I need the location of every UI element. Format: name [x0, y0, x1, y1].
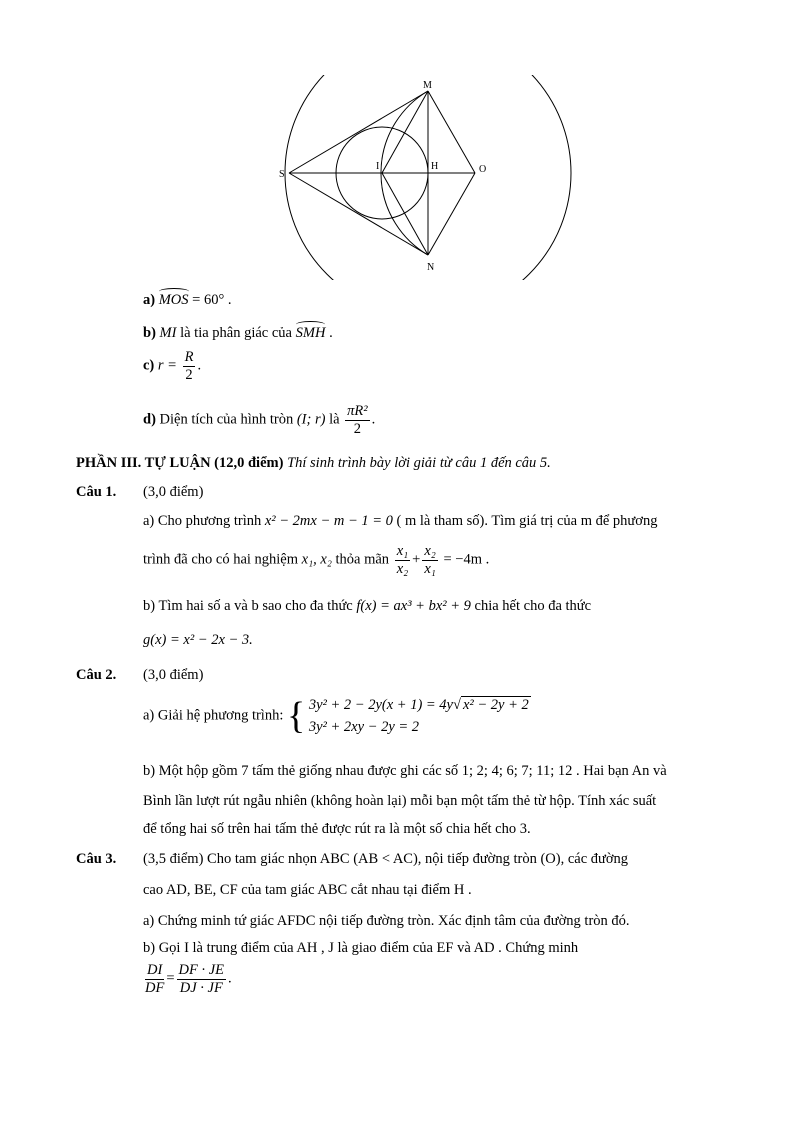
label-M: M: [423, 80, 432, 91]
item-a-tail: = 60° .: [192, 292, 232, 308]
segment-MI: [382, 91, 428, 173]
cau3-line2: cao AD, BE, CF của tam giác ABC cắt nhau tại điểm H .: [143, 882, 472, 898]
system-eq1: 3y² + 2 − 2y(x + 1) = 4y√ x² − 2y + 2: [308, 697, 529, 713]
statement-a: [143, 288, 232, 309]
label-I: I: [376, 161, 380, 172]
item-a-prefix: a): [143, 292, 156, 308]
segment-NI: [382, 173, 428, 255]
cau2-label: Câu 2.: [76, 667, 117, 683]
cau3-a-line: a) Chứng minh tứ giác AFDC nội tiếp đường tròn. Xác định tâm của đường tròn đó.: [143, 913, 630, 929]
fraction-r-over-2: $\frac{R}{2}$: [184, 349, 194, 383]
fraction-di-df: $\frac{DI}{DF}$: [145, 962, 165, 996]
cau2-points: (3,0 điểm): [143, 667, 204, 683]
item-d-prefix: d): [143, 411, 156, 428]
cau2-b-line1: b) Một hộp gồm 7 tấm thẻ giống nhau được ghi các số 1; 2; 4; 6; 7; 11; 12 . Hai bạn An và: [143, 763, 667, 779]
angle-smh: SMH: [296, 321, 326, 342]
cau1-points: (3,0 điểm): [143, 484, 204, 500]
segment-SM: [289, 91, 428, 173]
label-H: H: [431, 161, 439, 172]
cau2-b-line3: để tổng hai số trên hai tấm thẻ được rút ra là một số chia hết cho 3.: [143, 821, 531, 837]
segment-SN: [289, 173, 428, 255]
item-c-prefix: c): [143, 357, 155, 374]
segment-NO: [428, 173, 475, 255]
item-c-r: r =: [157, 357, 177, 374]
cau3-line1: (3,5 điểm) Cho tam giác nhọn ABC (AB < AC), nội tiếp đường tròn (O), các đường: [143, 851, 629, 867]
label-N: N: [427, 262, 435, 273]
fraction-area: $\frac{\text{πR²}}{2}$: [347, 403, 368, 437]
cau1-label: Câu 1.: [76, 484, 117, 500]
cau1-b-line1: b) Tìm hai số a và b sao cho đa thức f(x) = ax³ + bx² + 9 chia hết cho đa thức: [143, 598, 592, 614]
statement-b: b) MI là tia phân giác của SMH .: [143, 321, 333, 342]
statement-d: d) Diện tích của hình tròn (I; r) là $\frac{\text{πR²}}{2}$ .: [143, 403, 376, 437]
part3-heading-bold: PHẦN III. TỰ LUẬN (12,0 điểm): [76, 455, 284, 471]
statement-c: c) r = $\frac{R}{2}$ .: [143, 349, 202, 383]
cau1-b-line2: [143, 632, 253, 649]
angle-mos: MOS: [159, 288, 189, 309]
cau1-a-line1: a) Cho phương trình x² − 2mx − m − 1 = 0 ( m là tham số). Tìm giá trị của m để phương: [143, 513, 658, 529]
item-b-prefix: b): [143, 325, 156, 341]
item-b-text: là tia phân giác của: [180, 325, 292, 341]
fraction-df-je: $\frac{DF \cdot JE}{DJ \cdot JF}$: [178, 962, 225, 996]
system-eq2: 3y² + 2xy − 2y = 2: [308, 719, 420, 735]
cau2-system: a) Giải hệ phương trình: { 3y² + 2 − 2y(x + 1) = 4y√ x² − 2y + 2 3y² + 2xy − 2y = 2: [143, 695, 529, 737]
item-d-text: Diện tích của hình tròn: [159, 411, 294, 428]
item-d-circle: (I; r): [296, 411, 326, 428]
cau3-b-line: b) Gọi I là trung điểm của AH , J là giao điểm của EF và AD . Chứng minh: [143, 940, 579, 956]
label-O: O: [479, 164, 487, 175]
item-b-mi: MI: [159, 325, 177, 341]
system-brace: {: [286, 695, 306, 737]
part3-heading-italic: Thí sinh trình bày lời giải từ câu 1 đến câu 5.: [287, 455, 551, 471]
cau2-b-line2: Bình lần lượt rút ngẫu nhiên (không hoàn lại) mỗi bạn một tấm thẻ từ hộp. Tính xác suất: [143, 793, 657, 809]
geometry-figure: [270, 75, 590, 280]
cau3-ratio: $\frac{DI}{DF}$ = $\frac{DF \cdot JE}{DJ \cdot JF}$ .: [145, 962, 232, 996]
cau3-label: Câu 3.: [76, 851, 117, 867]
fraction-x2-x1: $\frac{\text{x₂}}{\text{x₁}}$: [424, 543, 436, 577]
cau1-equation: x² − 2mx − m − 1 = 0: [264, 513, 393, 529]
polynomial-f: f(x) = ax³ + bx² + 9: [356, 598, 471, 614]
cau1-a-line2: trình đã cho có hai nghiệm x₁, x₂ thỏa mãn $\frac{\text{x₁}}{\text{x₂}}$ + $\frac{\text{x₂}}{\text{x₁}} = -4m$ .: [143, 543, 490, 577]
part3-heading: [76, 455, 551, 472]
polynomial-g: g(x) = x² − 2x − 3.: [143, 632, 253, 648]
label-S: S: [279, 169, 285, 180]
fraction-x1-x2: $\frac{\text{x₁}}{\text{x₂}}$: [396, 543, 409, 577]
